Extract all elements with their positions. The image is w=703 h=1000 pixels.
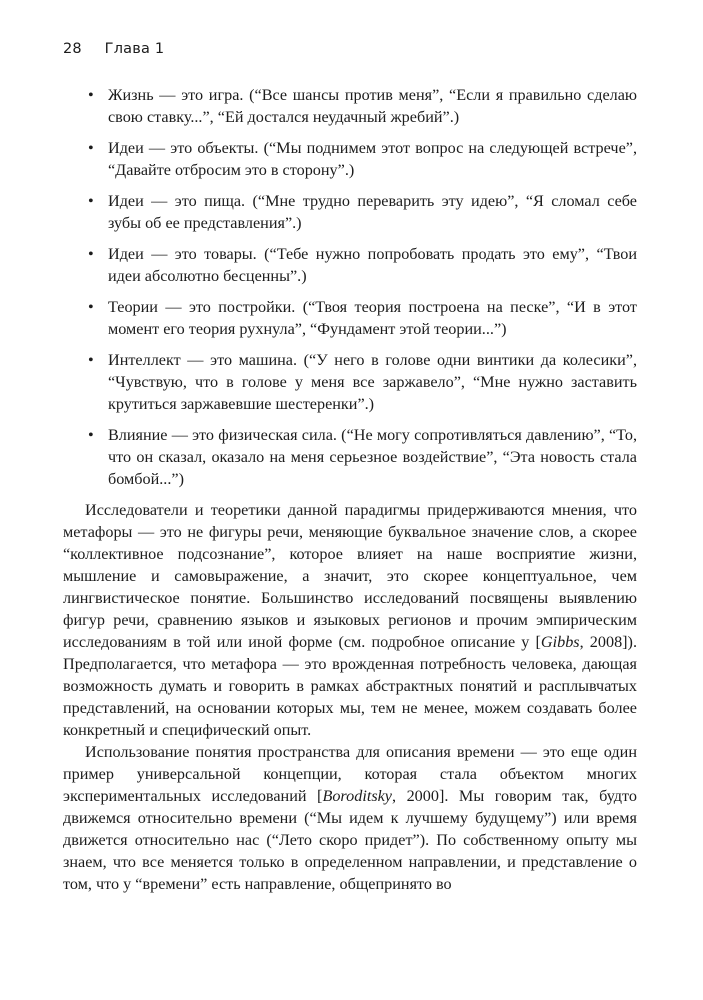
list-item-text: Идеи — это объекты. (“Мы поднимем этот вопрос на следующей встрече”, “Давайте отбросим это в сторону”.) xyxy=(108,139,637,179)
list-item-text: Интеллект — это машина. (“У него в голове одни винтики да колесики”, “Чувствую, что в голове у меня все заржавело”, “Мне нужно заставить крутиться заржавевшие шестеренки”.) xyxy=(108,351,637,413)
bullet-icon: • xyxy=(88,139,94,157)
page-number: 28 xyxy=(63,41,82,57)
bullet-icon: • xyxy=(88,192,94,210)
metaphor-list xyxy=(63,84,637,490)
bullet-icon: • xyxy=(88,245,94,263)
list-item-text: Жизнь — это игра. (“Все шансы против меня”, “Если я правильно сделаю свою ставку...”, “Ей достался неудачный жребий”.) xyxy=(108,86,637,126)
paragraph-text: , 2008]). Предполагается, что метафора — это врожденная потребность человека, дающая возможность думать и говорить в рамках абстрактных понятий и расплывчатых представлений, на основании которых мы, тем не менее, можем создавать более конкретный и специфический опыт. xyxy=(63,633,637,739)
citation-author: Gibbs xyxy=(540,633,580,651)
list-item xyxy=(63,349,637,415)
list-item xyxy=(63,296,637,340)
list-item-text: Идеи — это пища. (“Мне трудно переварить эту идею”, “Я сломал себе зубы об ее представления”.) xyxy=(108,192,637,232)
bullet-icon: • xyxy=(88,298,94,316)
list-item xyxy=(63,190,637,234)
paragraph xyxy=(63,499,637,741)
paragraph-text: Использование понятия пространства для описания времени — это еще один пример универсальной концепции, которая стала объектом многих экспериментальных исследований [ xyxy=(63,743,637,805)
paragraph-text: , 2000]. Мы говорим так, будто движемся относительно времени (“Мы идем к лучшему будущему”) или время движется относительно нас (“Лето скоро придет”). По собственному опыту мы знаем, что все меняется только в определенном направлении, и представление о том, что у “времени” есть направление, общепринято во xyxy=(63,787,637,893)
list-item xyxy=(63,137,637,181)
list-item-text: Теории — это постройки. (“Твоя теория построена на песке”, “И в этот момент его теория рухнула”, “Фундамент этой теории...”) xyxy=(108,298,637,338)
list-item xyxy=(63,243,637,287)
page-body xyxy=(63,84,637,895)
paragraph-text: Исследователи и теоретики данной парадигмы придерживаются мнения, что метафоры — это не фигуры речи, меняющие буквальное значение слов, а скорее “коллективное подсознание”, которое влияет на наше восприятие жизни, мышление и самовыражение, а значит, это скорее концептуальное, чем лингвистическое понятие. Большинство исследований посвящены выявлению фигур речи, сравнению языков и языковых регионов и прочим эмпирическим исследованиям в той или иной форме (см. подробное описание у [ xyxy=(63,501,637,651)
bullet-icon: • xyxy=(88,351,94,369)
list-item xyxy=(63,84,637,128)
bullet-icon: • xyxy=(88,86,94,104)
citation-author: Boroditsky xyxy=(322,787,392,805)
paragraph xyxy=(63,741,637,895)
list-item-text: Идеи — это товары. (“Тебе нужно попробовать продать это ему”, “Твои идеи абсолютно бесценны”.) xyxy=(108,245,637,285)
list-item-text: Влияние — это физическая сила. (“Не могу сопротивляться давлению”, “То, что он сказал, оказало на меня серьезное воздействие”, “Эта новость стала бомбой...”) xyxy=(108,426,637,488)
page-header xyxy=(63,41,164,57)
bullet-icon: • xyxy=(88,426,94,444)
list-item xyxy=(63,424,637,490)
chapter-title: Глава 1 xyxy=(104,41,165,57)
